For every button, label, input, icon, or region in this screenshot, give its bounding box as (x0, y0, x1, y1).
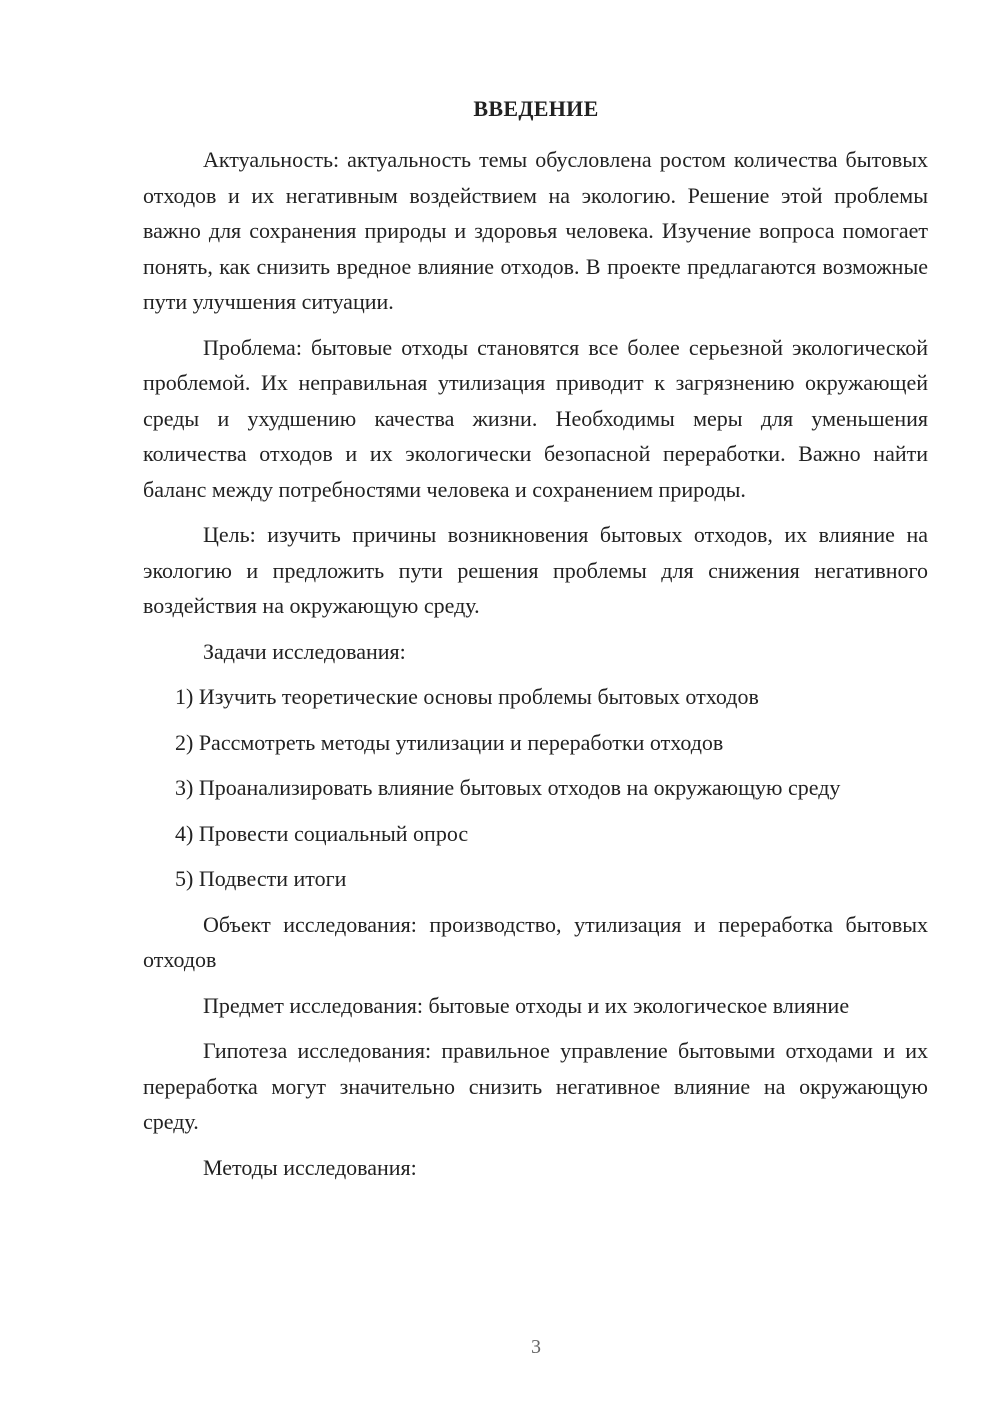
problem-paragraph: Проблема: бытовые отходы становятся все более серьезной экологической проблемой. Их неправильная утилизация приводит к загрязнению окружающей среды и ухудшению качества жизни. Необходимы меры для уменьшения количества отходов и их экологически безопасной переработки. Важно найти баланс между потребностями человека и сохранением природы. (143, 334, 928, 502)
hypothesis-paragraph: Гипотеза исследования: правильное управление бытовыми отходами и их переработка могут значительно снизить негативное влияние на окружающую среду. (143, 1038, 928, 1134)
research-object-paragraph: Объект исследования: производство, утилизация и переработка бытовых отходов (143, 911, 928, 972)
goal-paragraph: Цель: изучить причины возникновения бытовых отходов, их влияние на экологию и предложить пути решения проблемы для снижения негативного воздействия на окружающую среду. (143, 522, 928, 618)
relevance-paragraph: Актуальность: актуальность темы обусловлена ростом количества бытовых отходов и их негативным воздействием на экологию. Решение этой проблемы важно для сохранения природы и здоровья человека. Изучение вопроса помогает понять, как снизить вредное влияние отходов. В проекте предлагаются возможные пути улучшения ситуации. (143, 147, 928, 314)
task-item-3: 3) Проанализировать влияние бытовых отходов на окружающую среду (175, 775, 841, 800)
task-item-1: 1) Изучить теоретические основы проблемы бытовых отходов (175, 684, 759, 709)
tasks-heading: Задачи исследования: (203, 638, 406, 664)
research-subject-paragraph: Предмет исследования: бытовые отходы и их экологическое влияние (203, 992, 850, 1018)
document-body (143, 142, 928, 1195)
page-title: ВВЕДЕНИЕ (473, 96, 599, 121)
methods-heading: Методы исследования: (203, 1154, 417, 1180)
task-item-5: 5) Подвести итоги (175, 866, 347, 891)
task-item-2: 2) Рассмотреть методы утилизации и переработки отходов (175, 729, 724, 755)
page-number: 3 (531, 1336, 541, 1358)
task-item-4: 4) Провести социальный опрос (175, 820, 469, 846)
